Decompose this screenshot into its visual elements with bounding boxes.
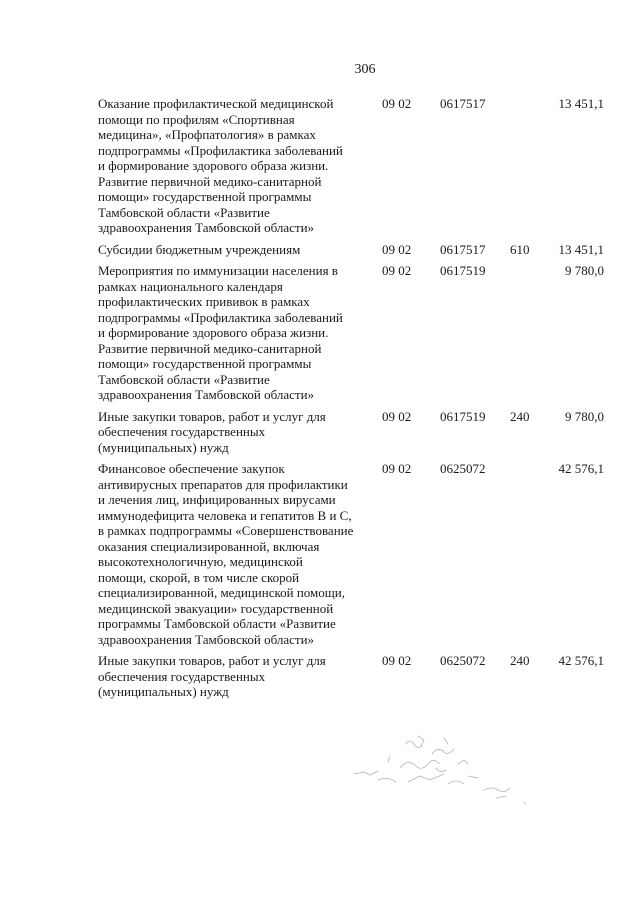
- row-amount: 13 451,1: [558, 96, 604, 111]
- row-section: 09 02: [382, 653, 412, 668]
- row-target-code: 0625072: [440, 653, 486, 668]
- row-target-code: 0617519: [440, 263, 486, 278]
- row-amount: 42 576,1: [558, 653, 604, 668]
- row-description: Иные закупки товаров, работ и услуг для обеспечения государственных (муниципальных) нужд: [98, 653, 326, 699]
- table-row: [98, 653, 604, 700]
- row-target-code: 0617519: [440, 408, 486, 424]
- row-target-code: 0617517: [440, 96, 486, 111]
- row-section: 09 02: [382, 263, 412, 278]
- row-description: Субсидии бюджетным учреждениям: [98, 241, 301, 257]
- row-target-code: 0625072: [440, 461, 486, 476]
- row-amount: 13 451,1: [558, 241, 604, 257]
- row-section: 09 02: [382, 408, 412, 424]
- row-description: Иные закупки товаров, работ и услуг для обеспечения государственных (муниципальных) нужд: [98, 408, 326, 455]
- row-section: 09 02: [382, 241, 412, 257]
- row-section: 09 02: [382, 461, 412, 476]
- row-description: Оказание профилактической медицинской помощи по профилям «Спортивная медицина», «Профпатология» в рамках подпрограммы «Профилактика заболеваний и формирование здорового образа жизни. Развитие первичной медико-санитарной помощи» государственной программы Тамбовской области «Развитие здравоохранения Тамбовской области»: [98, 96, 343, 235]
- row-amount: 42 576,1: [558, 461, 604, 476]
- row-description: Мероприятия по иммунизации населения в рамках национального календаря профилактических прививок в рамках подпрограммы «Профилактика заболеваний и формирование здорового образа жизни. Развитие первичной медико-санитарной помощи» государственной программы Тамбовской области «Развитие здравоохранения Тамбовской области»: [98, 263, 343, 402]
- signature-stamp: [348, 724, 538, 808]
- row-amount: 9 780,0: [565, 408, 604, 424]
- table-row: [98, 409, 604, 456]
- row-amount: 9 780,0: [565, 263, 604, 278]
- table-row: [98, 96, 604, 236]
- budget-table: [98, 96, 604, 706]
- table-row: [98, 461, 604, 647]
- table-row: [98, 263, 604, 403]
- row-expense-type: 240: [510, 653, 530, 668]
- row-section: 09 02: [382, 96, 412, 111]
- row-description: Финансовое обеспечение закупок антивирусных препаратов для профилактики и лечения лиц, инфицированных вирусами иммунодефицита человека и гепатитов В и С, в рамках подпрограммы «Совершенствование оказания специализированной, включая высокотехнологичную, медицинской помощи, скорой, в том числе скорой специализированной, медицинской помощи, медицинской эвакуации» государственной программы Тамбовской области «Развитие здравоохранения Тамбовской области»: [98, 461, 354, 647]
- table-row: [98, 242, 604, 258]
- row-expense-type: 610: [510, 241, 530, 257]
- row-expense-type: 240: [510, 408, 530, 424]
- page-number: 306: [354, 62, 376, 77]
- row-target-code: 0617517: [440, 241, 486, 257]
